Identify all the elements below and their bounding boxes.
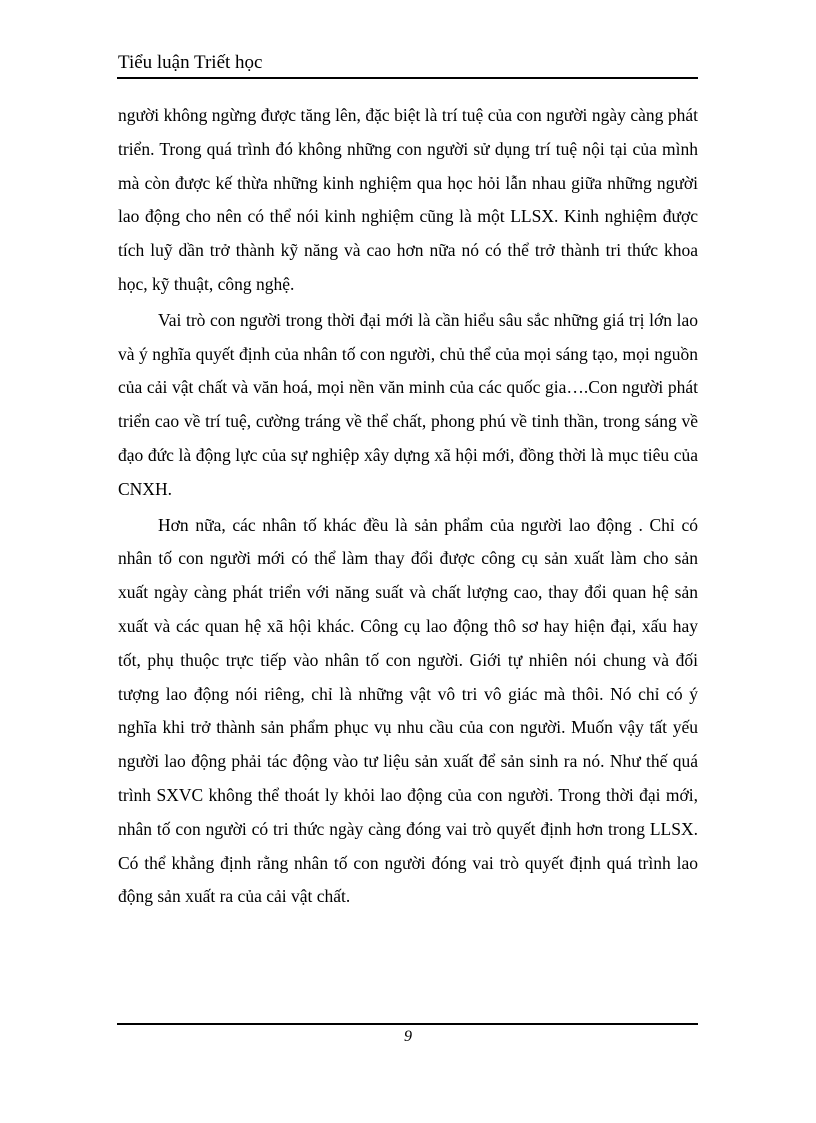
paragraph-human-factor: Hơn nữa, các nhân tố khác đều là sản phẩm của người lao động . Chỉ có nhân tố con người mới có thể làm thay đổi được công cụ sản xuất làm cho sản xuất ngày càng phát triển với năng suất và chất lượng cao, thay đổi quan hệ sản xuất và các quan hệ xã hội khác. Công cụ lao động thô sơ hay hiện đại, xấu hay tốt, phụ thuộc trực tiếp vào nhân tố con người. Giới tự nhiên nói chung và đối tượng lao động nói riêng, chỉ là những vật vô tri vô giác mà thôi. Nó chỉ có ý nghĩa khi trở thành sản phẩm phục vụ nhu cầu của con người. Muốn vậy tất yếu người lao động phải tác động vào tư liệu sản xuất để sản sinh ra nó. Như thế quá trình SXVC không thể thoát ly khỏi lao động của con người. Trong thời đại mới, nhân tố con người có tri thức ngày càng đóng vai trò quyết định hơn trong LLSX. Có thể khẳng định rằng nhân tố con người đóng vai trò quyết định quá trình lao động sản xuất ra của cải vật chất. bbox=[118, 514, 698, 907]
page-number: 9 bbox=[404, 1028, 412, 1045]
header-divider bbox=[117, 77, 698, 79]
document-body bbox=[118, 99, 698, 916]
footer-divider bbox=[117, 1023, 698, 1025]
page-header-title: Tiểu luận Triết học bbox=[118, 52, 263, 73]
paragraph-role-of-people: Vai trò con người trong thời đại mới là cần hiểu sâu sắc những giá trị lớn lao và ý nghĩa quyết định của nhân tố con người, chủ thể của mọi sáng tạo, mọi nguồn của cải vật chất và văn hoá, mọi nền văn minh của các quốc gia….Con người phát triển cao về trí tuệ, cường tráng về thể chất, phong phú về tinh thần, trong sáng về đạo đức là động lực của sự nghiệp xây dựng xã hội mới, đồng thời là mục tiêu của CNXH. bbox=[118, 309, 698, 499]
paragraph-continuation: người không ngừng được tăng lên, đặc biệt là trí tuệ của con người ngày càng phát triển. Trong quá trình đó không những con người sử dụng trí tuệ nội tại của mình mà còn được kế thừa những kinh nghiệm qua học hỏi lẫn nhau giữa những người lao động cho nên có thể nói kinh nghiệm cũng là một LLSX. Kinh nghiệm được tích luỹ dần trở thành kỹ năng và cao hơn nữa nó có thể trở thành tri thức khoa học, kỹ thuật, công nghệ. bbox=[118, 105, 698, 294]
